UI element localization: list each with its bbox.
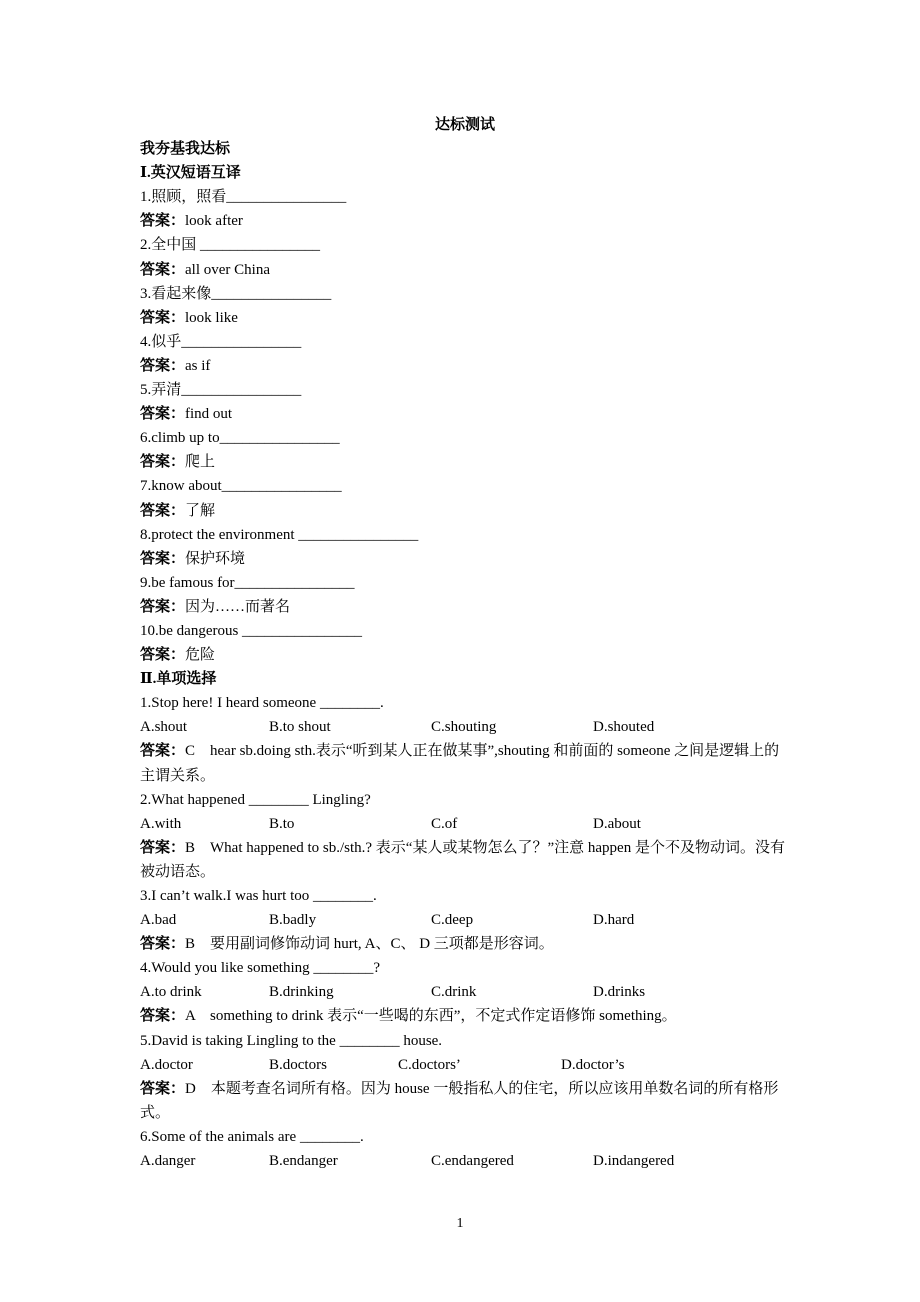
- mc-options: [140, 1053, 790, 1077]
- answer-label: 答案：: [140, 1008, 186, 1025]
- part1-question-3: 3.看起来像________________: [140, 285, 332, 302]
- mc-question-stem: 5.David is taking Lingling to the ________ house.: [140, 1032, 443, 1049]
- part2-question-block-2: [140, 788, 790, 884]
- answer-text: A something to drink 表示“一些喝的东西”，不定式作定语修饰 something。: [185, 1008, 677, 1025]
- part2-question-block-5: [140, 1029, 790, 1125]
- mc-answer: [140, 1077, 790, 1125]
- mc-options: [140, 715, 790, 739]
- part1-answer-2: [140, 258, 790, 282]
- part1-answer-10: [140, 643, 790, 667]
- mc-option-d: D.indangered: [593, 1153, 675, 1170]
- mc-option-c: C.doctors’: [398, 1056, 461, 1073]
- mc-option-d: D.doctor’s: [561, 1056, 625, 1073]
- mc-option-b: B.badly: [269, 912, 317, 929]
- part1-answer-8: [140, 547, 790, 571]
- part1-answer-1: [140, 209, 790, 233]
- answer-label: 答案：: [140, 213, 186, 230]
- part1-answer-4: [140, 354, 790, 378]
- answer-text: as if: [185, 357, 211, 374]
- mc-answer: [140, 932, 790, 956]
- answer-text: all over China: [185, 261, 270, 278]
- mc-question-stem: 6.Some of the animals are ________.: [140, 1128, 364, 1145]
- section-heading: 我夯基我达标: [140, 141, 231, 158]
- answer-text: 爬上: [185, 454, 216, 471]
- mc-option-b: B.to: [269, 815, 295, 832]
- answer-text: C hear sb.doing sth.表示“听到某人正在做某事”,shouting 和前面的 someone 之间是逻辑上的主谓关系。: [140, 743, 780, 784]
- part1-answer-6: [140, 450, 790, 474]
- answer-label: 答案：: [140, 454, 186, 471]
- mc-question-stem: 4.Would you like something ________?: [140, 960, 381, 977]
- mc-option-b: B.to shout: [269, 719, 331, 736]
- mc-options: [140, 980, 790, 1004]
- mc-option-b: B.doctors: [269, 1056, 327, 1073]
- answer-text: 了解: [185, 502, 216, 519]
- part2-heading: Ⅱ.单项选择: [140, 671, 217, 688]
- mc-question-stem: 2.What happened ________ Lingling?: [140, 791, 371, 808]
- part2-question-block-1: [140, 691, 790, 787]
- answer-label: 答案：: [140, 406, 186, 423]
- part1-question-10: 10.be dangerous ________________: [140, 622, 363, 639]
- answer-text: look after: [185, 213, 243, 230]
- page-title: 达标测试: [434, 117, 495, 133]
- mc-option-a: A.doctor: [140, 1056, 193, 1073]
- answer-text: 因为……而著名: [185, 598, 291, 615]
- mc-option-d: D.about: [593, 815, 641, 832]
- answer-label: 答案：: [140, 309, 186, 326]
- part1-answer-7: [140, 499, 790, 523]
- part1-question-9: 9.be famous for________________: [140, 574, 355, 591]
- document-content: [140, 113, 790, 1173]
- part1-question-1: 1.照顾，照看________________: [140, 189, 347, 206]
- answer-text: B What happened to sb./sth.? 表示“某人或某物怎么了？”注意 happen 是个不及物动词。没有被动语态。: [140, 839, 785, 880]
- part1-question-6: 6.climb up to________________: [140, 430, 340, 447]
- part1-question-2: 2.全中国 ________________: [140, 237, 321, 254]
- answer-label: 答案：: [140, 261, 186, 278]
- answer-text: find out: [185, 406, 233, 423]
- part1-answer-9: [140, 595, 790, 619]
- mc-option-c: C.endangered: [431, 1153, 514, 1170]
- mc-option-c: C.shouting: [431, 719, 497, 736]
- mc-answer: [140, 1004, 790, 1028]
- answer-label: 答案：: [140, 936, 186, 953]
- mc-option-a: A.with: [140, 815, 182, 832]
- part1-question-8: 8.protect the environment ________________: [140, 526, 419, 543]
- answer-label: 答案：: [140, 839, 186, 856]
- mc-option-d: D.shouted: [593, 719, 655, 736]
- answer-label: 答案：: [140, 647, 186, 664]
- mc-option-a: A.bad: [140, 912, 177, 929]
- part1-question-5: 5.弄清________________: [140, 382, 302, 399]
- part2-question-block-6: [140, 1125, 790, 1173]
- part2-question-block-3: [140, 884, 790, 956]
- page-number: 1: [456, 1216, 464, 1231]
- mc-option-c: C.of: [431, 815, 458, 832]
- answer-text: look like: [185, 309, 238, 326]
- mc-option-b: B.drinking: [269, 984, 334, 1001]
- mc-option-d: D.drinks: [593, 984, 646, 1001]
- answer-label: 答案：: [140, 357, 186, 374]
- answer-label: 答案：: [140, 502, 186, 519]
- mc-question-stem: 3.I can’t walk.I was hurt too ________.: [140, 888, 377, 904]
- mc-question-stem: 1.Stop here! I heard someone ________.: [140, 695, 384, 712]
- mc-option-a: A.danger: [140, 1153, 196, 1170]
- part1-answer-5: [140, 402, 790, 426]
- mc-option-c: C.deep: [431, 912, 474, 929]
- answer-text: 保护环境: [185, 550, 246, 567]
- answer-label: 答案：: [140, 550, 186, 567]
- answer-label: 答案：: [140, 743, 186, 760]
- answer-text: D 本题考查名词所有格。因为 house 一般指私人的住宅，所以应该用单数名词的所有格形式。: [140, 1080, 779, 1121]
- part1-question-4: 4.似乎________________: [140, 333, 302, 350]
- mc-options: [140, 812, 790, 836]
- mc-answer: [140, 836, 790, 884]
- mc-answer: [140, 739, 790, 787]
- mc-option-c: C.drink: [431, 984, 477, 1001]
- part1-items: [140, 185, 790, 667]
- mc-options: [140, 1149, 790, 1173]
- mc-options: [140, 908, 790, 932]
- answer-label: 答案：: [140, 598, 186, 615]
- mc-option-d: D.hard: [593, 912, 635, 929]
- part1-question-7: 7.know about________________: [140, 478, 342, 495]
- mc-option-b: B.endanger: [269, 1153, 338, 1170]
- part2-question-block-4: [140, 956, 790, 1028]
- mc-option-a: A.shout: [140, 719, 188, 736]
- part1-answer-3: [140, 306, 790, 330]
- answer-text: 危险: [185, 647, 216, 664]
- mc-option-a: A.to drink: [140, 984, 202, 1001]
- answer-text: B 要用副词修饰动词 hurt, A、C、 D 三项都是形容词。: [185, 936, 554, 953]
- answer-label: 答案：: [140, 1080, 186, 1097]
- part1-heading: Ⅰ.英汉短语互译: [140, 165, 241, 182]
